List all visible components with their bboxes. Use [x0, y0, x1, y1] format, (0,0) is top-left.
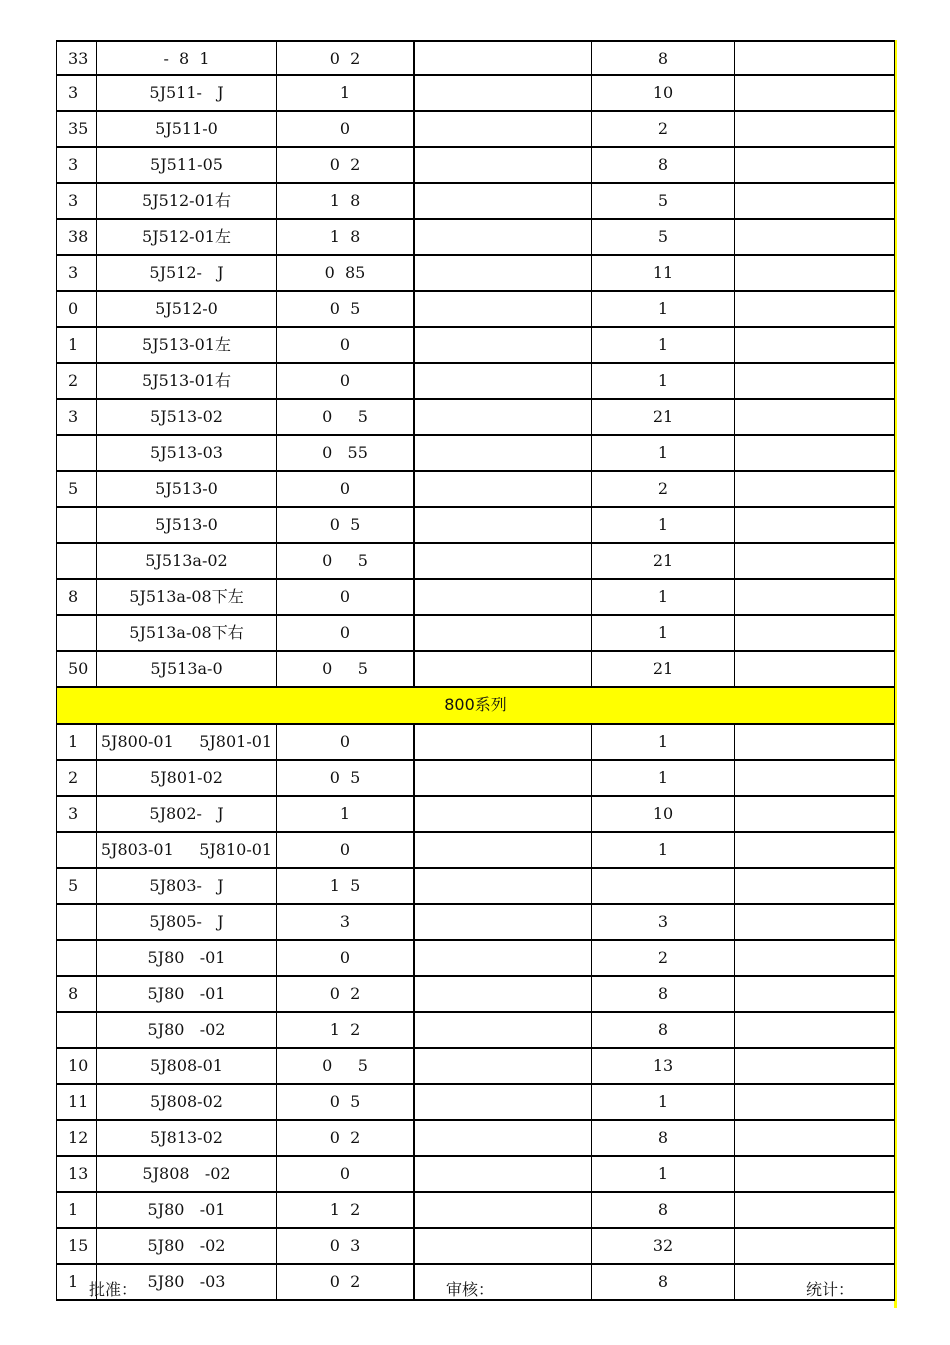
cell-quantity: 0 2 [276, 42, 413, 74]
cell-number: 8 [56, 977, 96, 1011]
cell-note [413, 256, 591, 290]
table-row [56, 400, 895, 436]
cell-note [413, 1085, 591, 1119]
cell-drawing-code: 5J813-02 [96, 1121, 276, 1155]
table-row [56, 328, 895, 364]
table-row [56, 652, 895, 688]
cell-quantity: 0 5 [276, 761, 413, 795]
cell-quantity: 1 2 [276, 1193, 413, 1227]
cell-count: 1 [591, 833, 734, 867]
cell-count: 5 [591, 220, 734, 254]
cell-quantity: 0 2 [276, 1265, 413, 1299]
table-row [56, 1049, 895, 1085]
table-row [56, 616, 895, 652]
table-row [56, 1229, 895, 1265]
cell-note [413, 833, 591, 867]
cell-quantity: 1 [276, 797, 413, 831]
cell-quantity: 0 [276, 112, 413, 146]
cell-number: 11 [56, 1085, 96, 1119]
cell-note [413, 112, 591, 146]
cell-drawing-code: 5J808-01 [96, 1049, 276, 1083]
cell-extra [734, 905, 895, 939]
cell-number: 15 [56, 1229, 96, 1263]
section-title: 800系列 [444, 695, 507, 714]
cell-count: 1 [591, 328, 734, 362]
cell-number: 33 [56, 42, 96, 74]
cell-note [413, 1121, 591, 1155]
cell-quantity: 0 5 [276, 400, 413, 434]
cell-count: 8 [591, 1193, 734, 1227]
stats-label: 统计： [806, 1280, 855, 1299]
table-row [56, 580, 895, 616]
table-row [56, 76, 895, 112]
cell-drawing-code: 5J803- J [96, 869, 276, 903]
cell-quantity: 0 5 [276, 508, 413, 542]
cell-extra [734, 184, 895, 218]
cell-count: 8 [591, 42, 734, 74]
cell-drawing-code: 5J803-01 5J810-01 [96, 833, 276, 867]
cell-note [413, 364, 591, 398]
cell-number: 5 [56, 869, 96, 903]
cell-quantity: 3 [276, 905, 413, 939]
cell-extra [734, 1157, 895, 1191]
cell-drawing-code: 5J512-0 [96, 292, 276, 326]
cell-number: 3 [56, 184, 96, 218]
cell-count: 1 [591, 616, 734, 650]
cell-quantity: 1 8 [276, 184, 413, 218]
cell-extra [734, 833, 895, 867]
review-label: 审核： [446, 1280, 495, 1299]
table-row [56, 869, 895, 905]
cell-note [413, 761, 591, 795]
table-row [56, 220, 895, 256]
cell-note [413, 148, 591, 182]
cell-note [413, 42, 591, 74]
cell-number: 1 [56, 725, 96, 759]
cell-number [56, 508, 96, 542]
cell-number: 1 [56, 1265, 96, 1299]
cell-drawing-code: 5J513-0 [96, 508, 276, 542]
cell-extra [734, 616, 895, 650]
cell-extra [734, 328, 895, 362]
cell-quantity: 1 8 [276, 220, 413, 254]
table-row [56, 40, 895, 76]
cell-drawing-code: 5J513-01右 [96, 364, 276, 398]
cell-drawing-code: - 8 1 [96, 42, 276, 74]
table-row [56, 436, 895, 472]
cell-drawing-code: 5J512-01右 [96, 184, 276, 218]
cell-drawing-code: 5J511-0 [96, 112, 276, 146]
cell-note [413, 941, 591, 975]
cell-number: 2 [56, 761, 96, 795]
cell-number: 3 [56, 148, 96, 182]
cell-quantity: 0 [276, 472, 413, 506]
cell-drawing-code: 5J80 -01 [96, 1193, 276, 1227]
cell-number: 5 [56, 472, 96, 506]
cell-drawing-code: 5J513a-02 [96, 544, 276, 578]
cell-count: 21 [591, 652, 734, 686]
cell-count: 2 [591, 941, 734, 975]
cell-count: 8 [591, 977, 734, 1011]
cell-quantity: 0 [276, 833, 413, 867]
table-row [56, 1013, 895, 1049]
table-row [56, 148, 895, 184]
cell-extra [734, 941, 895, 975]
cell-quantity: 0 [276, 580, 413, 614]
cell-extra [734, 364, 895, 398]
cell-count: 10 [591, 797, 734, 831]
cell-note [413, 328, 591, 362]
cell-quantity: 0 [276, 941, 413, 975]
cell-extra [734, 292, 895, 326]
cell-quantity: 0 [276, 1157, 413, 1191]
cell-count: 1 [591, 436, 734, 470]
cell-count: 8 [591, 148, 734, 182]
cell-drawing-code: 5J808 -02 [96, 1157, 276, 1191]
cell-count: 11 [591, 256, 734, 290]
section-header-800 [56, 688, 895, 725]
cell-count: 1 [591, 1085, 734, 1119]
cell-drawing-code: 5J513a-08下右 [96, 616, 276, 650]
cell-number: 0 [56, 292, 96, 326]
cell-drawing-code: 5J513-0 [96, 472, 276, 506]
table-row [56, 508, 895, 544]
approve-label: 批准： [89, 1280, 138, 1299]
cell-note [413, 1013, 591, 1047]
rows-500-series [56, 40, 895, 688]
cell-drawing-code: 5J513-02 [96, 400, 276, 434]
cell-extra [734, 42, 895, 74]
table-row [56, 112, 895, 148]
cell-extra [734, 400, 895, 434]
cell-drawing-code: 5J80 -01 [96, 941, 276, 975]
cell-note [413, 1193, 591, 1227]
cell-extra [734, 472, 895, 506]
cell-quantity: 1 2 [276, 1013, 413, 1047]
cell-count: 8 [591, 1265, 734, 1299]
cell-note [413, 1229, 591, 1263]
cell-note [413, 544, 591, 578]
table-row [56, 256, 895, 292]
cell-count: 5 [591, 184, 734, 218]
cell-extra [734, 76, 895, 110]
cell-extra [734, 1085, 895, 1119]
rows-800-series [56, 725, 895, 1301]
cell-number [56, 616, 96, 650]
cell-drawing-code: 5J511-05 [96, 148, 276, 182]
cell-count [591, 869, 734, 903]
cell-number [56, 833, 96, 867]
table-row [56, 725, 895, 761]
table-row [56, 1121, 895, 1157]
cell-quantity: 0 55 [276, 436, 413, 470]
table-row [56, 1157, 895, 1193]
cell-quantity: 0 5 [276, 544, 413, 578]
cell-note [413, 1265, 591, 1299]
cell-count: 3 [591, 905, 734, 939]
cell-extra [734, 977, 895, 1011]
cell-note [413, 1049, 591, 1083]
cell-count: 21 [591, 400, 734, 434]
cell-drawing-code: 5J511- J [96, 76, 276, 110]
cell-note [413, 725, 591, 759]
cell-drawing-code: 5J513a-08下左 [96, 580, 276, 614]
cell-note [413, 220, 591, 254]
cell-extra [734, 256, 895, 290]
table-row [56, 1193, 895, 1229]
cell-number: 1 [56, 328, 96, 362]
cell-extra [734, 761, 895, 795]
cell-drawing-code: 5J802- J [96, 797, 276, 831]
cell-quantity: 0 5 [276, 292, 413, 326]
cell-note [413, 616, 591, 650]
cell-quantity: 0 2 [276, 148, 413, 182]
cell-quantity: 0 2 [276, 977, 413, 1011]
cell-number [56, 436, 96, 470]
cell-drawing-code: 5J513a-0 [96, 652, 276, 686]
cell-number: 38 [56, 220, 96, 254]
cell-count: 1 [591, 508, 734, 542]
cell-number: 3 [56, 400, 96, 434]
cell-note [413, 508, 591, 542]
cell-extra [734, 1013, 895, 1047]
cell-number [56, 941, 96, 975]
cell-quantity: 0 [276, 328, 413, 362]
cell-count: 32 [591, 1229, 734, 1263]
cell-note [413, 184, 591, 218]
cell-drawing-code: 5J808-02 [96, 1085, 276, 1119]
table-row [56, 544, 895, 580]
table-row [56, 977, 895, 1013]
cell-drawing-code: 5J80 -03 [96, 1265, 276, 1299]
table-row [56, 941, 895, 977]
table-row [56, 184, 895, 220]
cell-count: 2 [591, 112, 734, 146]
cell-extra [734, 869, 895, 903]
table-row [56, 761, 895, 797]
cell-drawing-code: 5J80 -01 [96, 977, 276, 1011]
cell-quantity: 0 3 [276, 1229, 413, 1263]
cell-quantity: 0 85 [276, 256, 413, 290]
cell-count: 1 [591, 364, 734, 398]
cell-extra [734, 1229, 895, 1263]
cell-number: 35 [56, 112, 96, 146]
cell-extra [734, 1193, 895, 1227]
cell-extra [734, 112, 895, 146]
cell-extra [734, 1121, 895, 1155]
cell-quantity: 0 [276, 616, 413, 650]
cell-extra [734, 652, 895, 686]
cell-extra [734, 580, 895, 614]
cell-note [413, 580, 591, 614]
cell-quantity: 0 5 [276, 1049, 413, 1083]
cell-number: 13 [56, 1157, 96, 1191]
cell-extra [734, 220, 895, 254]
cell-number: 12 [56, 1121, 96, 1155]
cell-count: 8 [591, 1013, 734, 1047]
cell-extra [734, 508, 895, 542]
cell-drawing-code: 5J512-01左 [96, 220, 276, 254]
cell-drawing-code: 5J513-03 [96, 436, 276, 470]
table-row [56, 905, 895, 941]
cell-quantity: 0 2 [276, 1121, 413, 1155]
cell-note [413, 292, 591, 326]
cell-extra [734, 148, 895, 182]
cell-extra [734, 1049, 895, 1083]
cell-count: 2 [591, 472, 734, 506]
table-row [56, 292, 895, 328]
cell-count: 21 [591, 544, 734, 578]
cell-drawing-code: 5J80 -02 [96, 1229, 276, 1263]
cell-count: 8 [591, 1121, 734, 1155]
cell-quantity: 0 5 [276, 1085, 413, 1119]
cell-number: 10 [56, 1049, 96, 1083]
cell-note [413, 977, 591, 1011]
table-row [56, 472, 895, 508]
cell-extra [734, 436, 895, 470]
cell-note [413, 869, 591, 903]
cell-count: 1 [591, 761, 734, 795]
cell-note [413, 472, 591, 506]
cell-count: 1 [591, 292, 734, 326]
cell-extra [734, 797, 895, 831]
cell-number: 3 [56, 76, 96, 110]
cell-note [413, 76, 591, 110]
cell-note [413, 905, 591, 939]
cell-extra [734, 544, 895, 578]
table-row [56, 364, 895, 400]
cell-number [56, 905, 96, 939]
cell-quantity: 0 [276, 725, 413, 759]
cell-extra [734, 725, 895, 759]
table-row [56, 797, 895, 833]
cell-number: 2 [56, 364, 96, 398]
cell-drawing-code: 5J805- J [96, 905, 276, 939]
cell-number [56, 544, 96, 578]
cell-drawing-code: 5J512- J [96, 256, 276, 290]
cell-number: 3 [56, 797, 96, 831]
cell-quantity: 1 5 [276, 869, 413, 903]
cell-count: 1 [591, 725, 734, 759]
cell-drawing-code: 5J800-01 5J801-01 [96, 725, 276, 759]
cell-note [413, 652, 591, 686]
cell-note [413, 436, 591, 470]
cell-note [413, 400, 591, 434]
spreadsheet-table [56, 40, 895, 1301]
cell-count: 13 [591, 1049, 734, 1083]
cell-drawing-code: 5J80 -02 [96, 1013, 276, 1047]
cell-number: 1 [56, 1193, 96, 1227]
table-row [56, 1085, 895, 1121]
cell-note [413, 1157, 591, 1191]
table-row [56, 833, 895, 869]
cell-number: 8 [56, 580, 96, 614]
cell-count: 1 [591, 1157, 734, 1191]
cell-drawing-code: 5J801-02 [96, 761, 276, 795]
cell-quantity: 0 [276, 364, 413, 398]
cell-quantity: 0 5 [276, 652, 413, 686]
cell-note [413, 797, 591, 831]
cell-number: 50 [56, 652, 96, 686]
cell-drawing-code: 5J513-01左 [96, 328, 276, 362]
cell-number: 3 [56, 256, 96, 290]
cell-quantity: 1 [276, 76, 413, 110]
cell-count: 10 [591, 76, 734, 110]
cell-number [56, 1013, 96, 1047]
cell-count: 1 [591, 580, 734, 614]
